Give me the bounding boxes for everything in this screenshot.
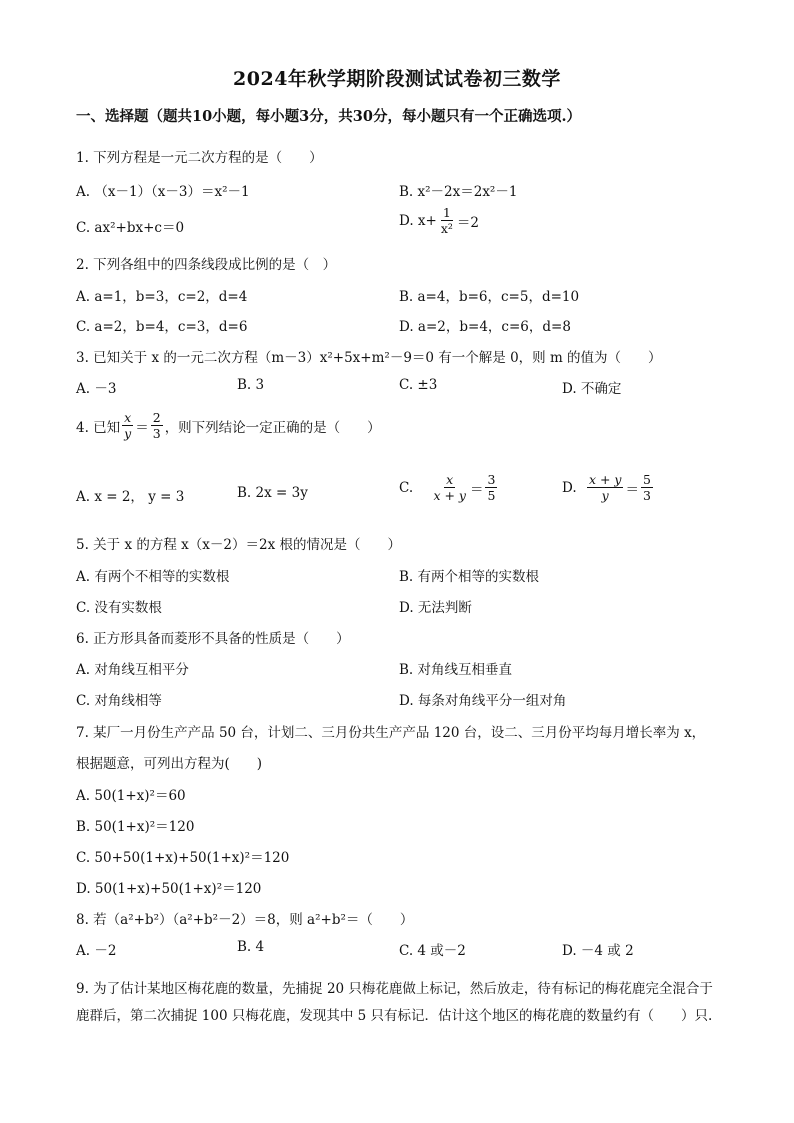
q8-option-b: B. 4 — [237, 939, 265, 955]
q8-option-a: A. －2 — [76, 943, 117, 959]
q4-stem-den: y — [124, 426, 132, 441]
q4-c-num: x — [446, 472, 454, 487]
q6-option-d: D. 每条对角线平分一组对角 — [399, 693, 567, 709]
q1-d-numerator: 1 — [442, 205, 451, 220]
q1-d-fraction — [439, 205, 455, 236]
q4-stem-num: x — [124, 410, 132, 425]
q3-option-b: B. 3 — [237, 377, 265, 393]
q4-option-b: B. 2x = 3y — [237, 485, 308, 501]
q3-option-d: D. 不确定 — [562, 381, 622, 397]
q1-option-a: A. （x－1）（x－3）＝x²－1 — [76, 184, 250, 200]
q6-option-a: A. 对角线互相平分 — [76, 662, 189, 678]
q4-option-c — [399, 472, 499, 503]
q5-option-a: A. 有两个不相等的实数根 — [76, 569, 230, 585]
q4-option-d — [562, 472, 655, 503]
question-4 — [76, 410, 381, 441]
question-3: 3. 已知关于 x 的一元二次方程（m－3）x²+5x+m²－9＝0 有一个解是 0，则 m 的值为（ ） — [76, 350, 662, 366]
q2-option-c: C. a=2，b=4，c=3，d=6 — [76, 319, 248, 335]
q4-d-num2: 5 — [642, 472, 651, 487]
page-title: 2024年秋学期阶段测试试卷初三数学 — [233, 68, 561, 90]
q1-option-c: C. ax²+bx+c＝0 — [76, 220, 185, 236]
question-8: 8. 若（a²+b²）（a²+b²－2）＝8，则 a²+b²＝（ ） — [76, 912, 414, 928]
q6-option-c: C. 对角线相等 — [76, 693, 162, 709]
q7-option-c: C. 50+50(1+x)+50(1+x)²＝120 — [76, 850, 290, 866]
q4-d-fraction-1 — [587, 472, 624, 503]
q4-stem-den2: 3 — [152, 426, 161, 441]
q2-option-b: B. a=4，b=6，c=5，d=10 — [399, 289, 580, 305]
q7-option-a: A. 50(1+x)²＝60 — [76, 788, 186, 804]
question-1: 1. 下列方程是一元二次方程的是（ ） — [76, 150, 323, 166]
q4-d-fraction-2 — [641, 472, 653, 503]
q4-stem-fraction-2 — [151, 410, 163, 441]
q1-d-prefix: D. x+ — [399, 212, 437, 229]
q4-option-a: A. x = 2， y = 3 — [76, 489, 185, 505]
q4-c-num2: 3 — [487, 472, 496, 487]
q2-option-d: D. a=2，b=4，c=6，d=8 — [399, 319, 571, 335]
section-heading: 一、选择题（题共10小题，每小题3分，共30分，每小题只有一个正确选项.） — [76, 108, 581, 125]
q3-option-c: C. ±3 — [399, 377, 438, 393]
q5-option-d: D. 无法判断 — [399, 600, 472, 616]
q8-option-d: D. －4 或 2 — [562, 943, 634, 959]
q4-stem-prefix: 4. 已知 — [76, 419, 121, 436]
q6-option-b: B. 对角线互相垂直 — [399, 662, 513, 678]
q4-c-prefix: C. — [399, 479, 414, 496]
question-2: 2. 下列各组中的四条线段成比例的是（ ） — [76, 257, 337, 273]
q5-option-b: B. 有两个相等的实数根 — [399, 569, 540, 585]
q1-option-d — [399, 205, 479, 236]
q4-c-fraction-1 — [431, 472, 468, 503]
q4-stem-mid: ＝ — [135, 419, 149, 436]
q8-option-c: C. 4 或－2 — [399, 943, 466, 959]
question-5: 5. 关于 x 的方程 x（x－2）＝2x 根的情况是（ ） — [76, 537, 401, 553]
q1-option-b: B. x²－2x＝2x²－1 — [399, 184, 518, 200]
q4-stem-num2: 2 — [152, 410, 161, 425]
q4-c-fraction-2 — [485, 472, 497, 503]
q4-c-den2: 5 — [487, 488, 496, 503]
q5-option-c: C. 没有实数根 — [76, 600, 162, 616]
q4-c-den: x + y — [433, 488, 466, 503]
q4-stem-fraction-1 — [122, 410, 133, 441]
q4-d-den: y — [601, 488, 609, 503]
q3-option-a: A. －3 — [76, 381, 117, 397]
question-7-line-1: 7. 某厂一月份生产产品 50 台，计划二、三月份共生产产品 120 台，设二、三月份平均每月增长率为 x， — [76, 725, 706, 741]
question-9: 9. 为了估计某地区梅花鹿的数量，先捕捉 20 只梅花鹿做上标记，然后放走，待有标记的梅花鹿完全混合于鹿群后，第二次捕捉 100 只梅花鹿，发现其中 5 只有标记．估计这个地区的梅花鹿的数量约有（ ）只. — [76, 981, 713, 1024]
q4-d-prefix: D. — [562, 479, 577, 496]
q7-option-b: B. 50(1+x)²＝120 — [76, 819, 195, 835]
q1-d-denominator: x² — [440, 221, 453, 236]
q4-d-den2: 3 — [642, 488, 651, 503]
q1-d-suffix: ＝2 — [456, 214, 480, 231]
question-6: 6. 正方形具备而菱形不具备的性质是（ ） — [76, 631, 350, 647]
q2-option-a: A. a=1，b=3，c=2，d=4 — [76, 289, 248, 305]
q7-option-d: D. 50(1+x)+50(1+x)²＝120 — [76, 881, 262, 897]
question-7-line-2: 根据题意，可列出方程为( ) — [76, 756, 263, 772]
q4-d-mid: ＝ — [625, 481, 639, 498]
q4-stem-suffix: ，则下列结论一定正确的是（ ） — [164, 419, 381, 436]
q4-d-num: x + y — [588, 472, 622, 487]
q4-c-mid: ＝ — [469, 481, 484, 498]
